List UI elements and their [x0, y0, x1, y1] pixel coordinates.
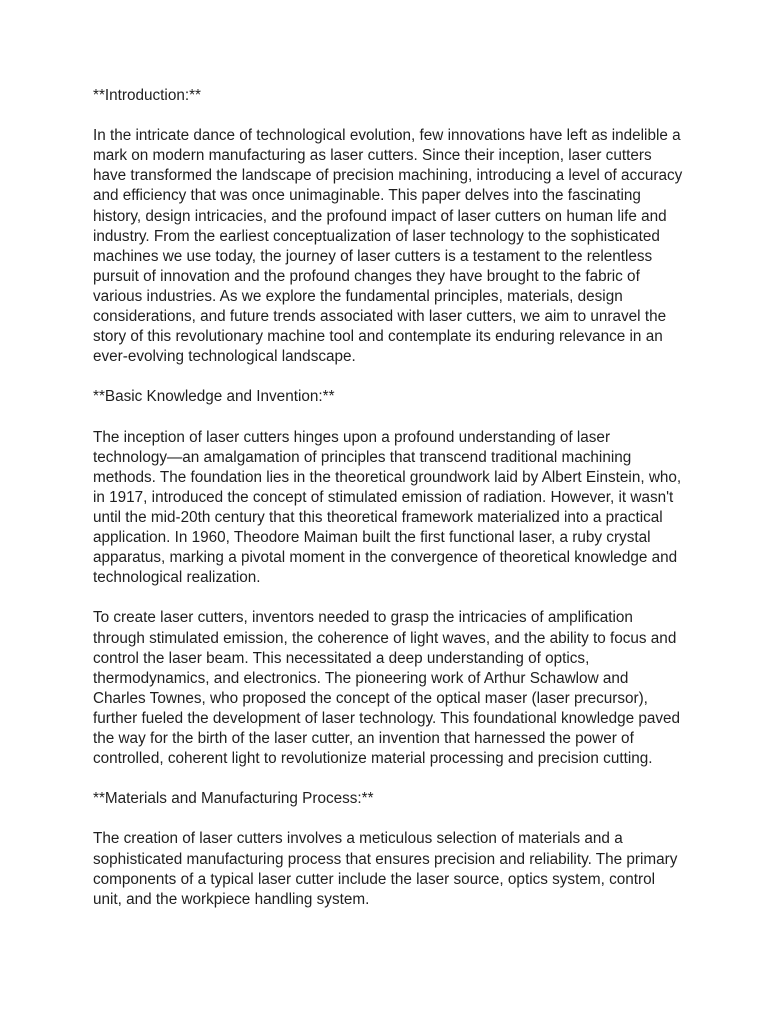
section-heading-materials: **Materials and Manufacturing Process:**	[93, 790, 374, 808]
paragraph-introduction: In the intricate dance of technological evolution, few innovations have left as indelible a mark on modern manufacturing as laser cutters. Since their inception, laser cutters have transformed the landscape of precision machining, introducing a level of accuracy and efficiency that was once unimaginable. This paper delves into the fascinating history, design intricacies, and the profound impact of laser cutters on human life and industry. From the earliest conceptualization of laser technology to the sophisticated machines we use today, the journey of laser cutters is a testament to the relentless pursuit of innovation and the profound changes they have brought to the fabric of various industries. As we explore the fundamental principles, materials, design considerations, and future trends associated with laser cutters, we aim to unravel the story of this revolutionary machine tool and contemplate its enduring relevance in an ever-evolving technological landscape.	[93, 127, 683, 366]
document-page	[93, 86, 683, 930]
paragraph-materials: The creation of laser cutters involves a meticulous selection of materials and a sophisticated manufacturing process that ensures precision and reliability. The primary components of a typical laser cutter include the laser source, optics system, control unit, and the workpiece handling system.	[93, 830, 678, 908]
paragraph-basic-knowledge-2: To create laser cutters, inventors needed to grasp the intricacies of amplification through stimulated emission, the coherence of light waves, and the ability to focus and control the laser beam. This necessitated a deep understanding of optics, thermodynamics, and electronics. The pioneering work of Arthur Schawlow and Charles Townes, who proposed the concept of the optical maser (laser precursor), further fueled the development of laser technology. This foundational knowledge paved the way for the birth of the laser cutter, an invention that harnessed the power of controlled, coherent light to revolutionize material processing and precision cutting.	[93, 609, 681, 768]
paragraph-basic-knowledge-1: The inception of laser cutters hinges upon a profound understanding of laser technology—an amalgamation of principles that transcend traditional machining methods. The foundation lies in the theoretical groundwork laid by Albert Einstein, who, in 1917, introduced the concept of stimulated emission of radiation. However, it wasn't until the mid-20th century that this theoretical framework materialized into a practical application. In 1960, Theodore Maiman built the first functional laser, a ruby crystal apparatus, marking a pivotal moment in the convergence of theoretical knowledge and technological realization.	[93, 428, 682, 587]
section-heading-introduction: **Introduction:**	[93, 87, 201, 104]
section-heading-basic-knowledge: **Basic Knowledge and Invention:**	[93, 388, 335, 406]
